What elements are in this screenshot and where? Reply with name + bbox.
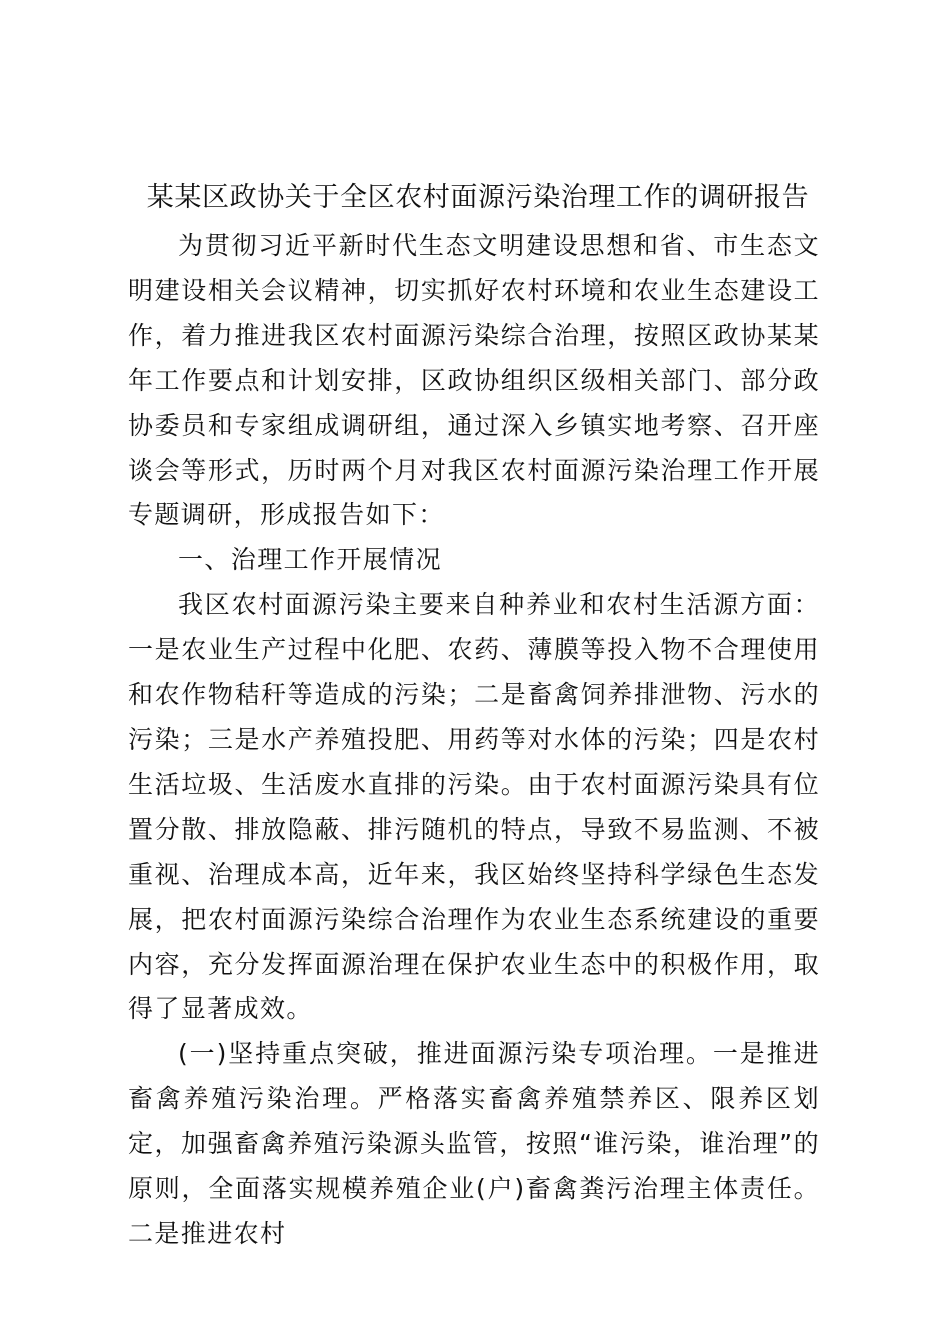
intro-paragraph: 为贯彻习近平新时代生态文明建设思想和省、市生态文明建设相关会议精神，切实抓好农村环境和农业生态建设工作，着力推进我区农村面源污染综合治理，按照区政协某某年工作要点和计划安排，区政协组织区级相关部门、部分政协委员和专家组成调研组，通过深入乡镇实地考察、召开座谈会等形式，历时两个月对我区农村面源污染治理工作开展专题调研，形成报告如下： (128, 231, 820, 530)
document-body (128, 224, 820, 1257)
section-heading: 一、治理工作开展情况 (178, 545, 443, 575)
body-paragraph-2: (一)坚持重点突破，推进面源污染专项治理。一是推进畜禽养殖污染治理。严格落实畜禽养殖禁养区、限养区划定，加强畜禽养殖污染源头监管，按照“谁污染，谁治理”的原则，全面落实规模养殖企业(户)畜禽粪污治理主体责任。二是推进农村 (128, 1039, 820, 1248)
document-title: 某某区政协关于全区农村面源污染治理工作的调研报告 (146, 182, 810, 213)
body-paragraph-1: 我区农村面源污染主要来自种养业和农村生活源方面：一是农业生产过程中化肥、农药、薄膜等投入物不合理使用和农作物秸秆等造成的污染；二是畜禽饲养排泄物、污水的污染；三是水产养殖投肥、用药等对水体的污染；四是农村生活垃圾、生活废水直排的污染。由于农村面源污染具有位置分散、排放隐蔽、排污随机的特点，导致不易监测、不被重视、治理成本高，近年来，我区始终坚持科学绿色生态发展，把农村面源污染综合治理作为农业生态系统建设的重要内容，充分发挥面源治理在保护农业生态中的积极作用，取得了显著成效。 (128, 590, 820, 1024)
